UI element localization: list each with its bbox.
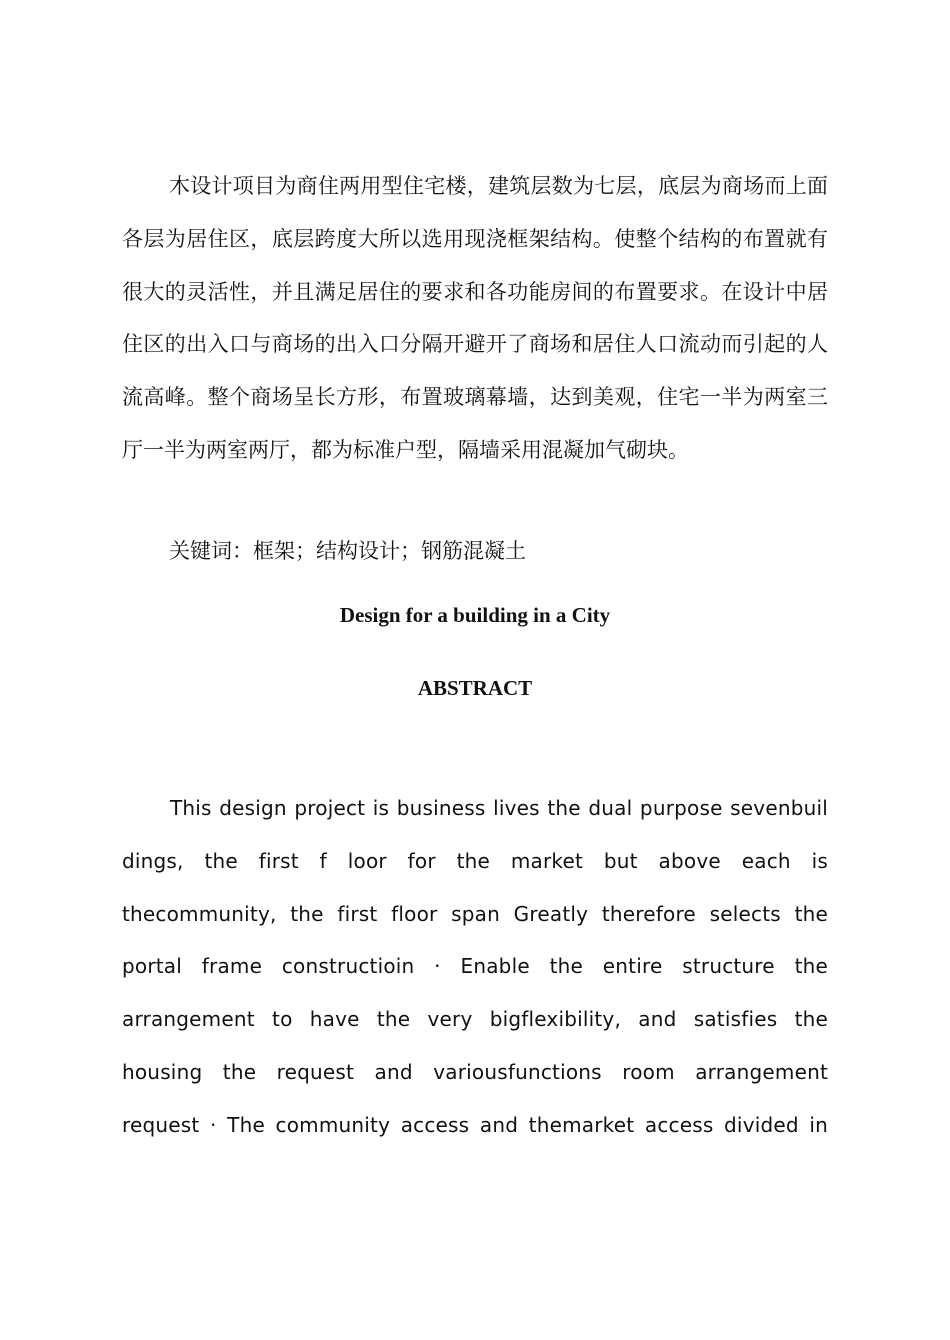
english-abstract-paragraph: This design project is business lives the dual purpose sevenbuil dings, the first f loor for the market but above each is thecommunity, the first floor span Greatly therefore selects the portal frame constructioin · Enable the entire structure the arrangement to have the very bigflexibility, and satisfies the housing the request and variousfunctions room arrangement request · The community access and themarket access divided in — [122, 796, 828, 1137]
chinese-keywords: 关键词：框架；结构设计；钢筋混凝土 — [169, 539, 526, 563]
chinese-abstract-paragraph: 木设计项目为商住两用型住宅楼，建筑层数为七层，底层为商场而上面各层为居住区，底层跨度大所以选用现浇框架结构。使整个结构的布置就有很大的灵活性，并且满足居住的要求和各功能房间的布置要求。在设计中居住区的出入口与商场的出入口分隔开避开了商场和居住人口流动而引起的人流高峰。整个商场呈长方形，布置玻璃幕墙，达到美观，住宅一半为两室三厅一半为两室两厅，都为标准户型，隔墙采用混凝加气砌块。 — [122, 174, 828, 462]
english-title: Design for a building in a City — [339, 603, 611, 627]
abstract-heading: ABSTRACT — [417, 676, 533, 700]
